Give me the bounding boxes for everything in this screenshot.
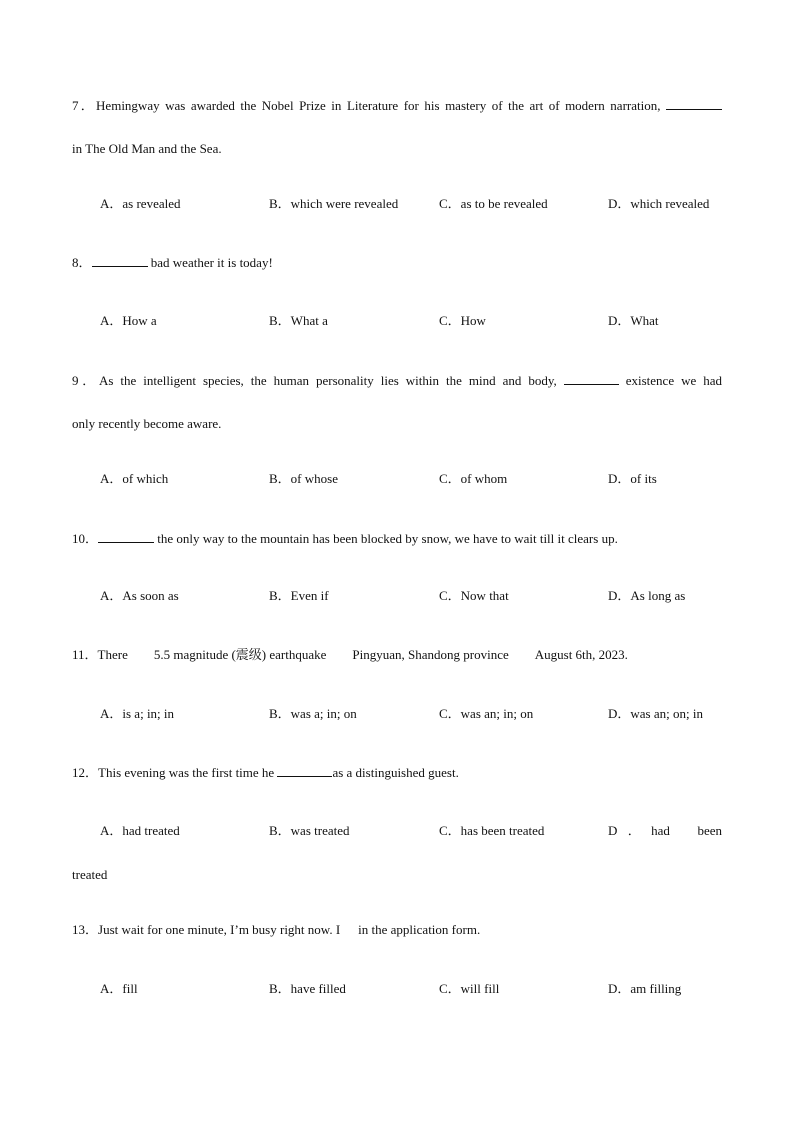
answer-blank	[564, 372, 619, 385]
answer-blank	[666, 97, 722, 110]
question-number: 8．	[72, 255, 92, 270]
option-c[interactable]: C．Now that	[439, 588, 509, 603]
question-text-cont: Pingyuan, Shandong province	[352, 647, 509, 662]
option-a[interactable]: A．How a	[100, 313, 157, 328]
question-number: 7．	[72, 98, 97, 113]
question-13-stem	[72, 922, 480, 938]
option-d[interactable]: D．am filling	[608, 981, 682, 996]
option-a[interactable]: A．as revealed	[100, 196, 181, 211]
question-number: 13．	[72, 922, 99, 937]
answer-blank	[98, 530, 154, 543]
answer-blank	[277, 764, 332, 777]
option-c[interactable]: C．as to be revealed	[439, 196, 548, 211]
question-text: As the intelligent species, the human personality lies within the mind and body,	[98, 373, 564, 388]
option-b[interactable]: B．Even if	[269, 588, 329, 603]
option-d[interactable]: D．had been	[608, 823, 722, 838]
option-c[interactable]: C．was an; in; on	[439, 706, 534, 721]
question-text: Hemingway was awarded the Nobel Prize in Literature for his mastery of the art of modern narration,	[96, 98, 666, 113]
option-b[interactable]: B．was treated	[269, 823, 350, 838]
option-a[interactable]: A．fill	[100, 981, 138, 996]
question-10-stem	[72, 530, 618, 547]
option-c[interactable]: C．will fill	[439, 981, 500, 996]
question-text: bad weather it is today!	[147, 255, 273, 270]
question-12-stem	[72, 764, 459, 781]
question-number: 10．	[72, 531, 99, 546]
option-d[interactable]: D．of its	[608, 471, 657, 486]
option-d-wrap: treated	[72, 867, 108, 882]
option-d[interactable]: D．was an; on; in	[608, 706, 703, 721]
option-a[interactable]: A．had treated	[100, 823, 180, 838]
question-7-stem-line2: in The Old Man and the Sea.	[72, 141, 222, 156]
option-b[interactable]: B．of whose	[269, 471, 338, 486]
question-number: 12．	[72, 765, 99, 780]
question-11-stem	[72, 647, 628, 663]
option-a[interactable]: A．of which	[100, 471, 169, 486]
option-d[interactable]: D．which revealed	[608, 196, 710, 211]
question-number: 9．	[72, 373, 99, 388]
question-8-stem	[72, 254, 273, 271]
option-c[interactable]: C．How	[439, 313, 486, 328]
question-number: 11．	[72, 647, 98, 662]
option-a[interactable]: A．is a; in; in	[100, 706, 175, 721]
option-b[interactable]: B．What a	[269, 313, 328, 328]
option-c[interactable]: C．has been treated	[439, 823, 545, 838]
question-9-stem-line1	[72, 372, 722, 389]
option-b[interactable]: B．have filled	[269, 981, 346, 996]
question-text: There	[97, 647, 128, 662]
option-d[interactable]: D．As long as	[608, 588, 686, 603]
question-9-stem-line2: only recently become aware.	[72, 416, 222, 431]
question-text-cont: existence we had	[618, 373, 722, 388]
answer-blank	[92, 254, 148, 267]
option-b[interactable]: B．which were revealed	[269, 196, 399, 211]
question-text: This evening was the first time he	[98, 765, 278, 780]
option-b[interactable]: B．was a; in; on	[269, 706, 357, 721]
question-text-cont: in the application form.	[358, 922, 481, 937]
question-7-stem-line1	[72, 97, 722, 114]
question-text-cont: 5.5 magnitude (震级) earthquake	[153, 647, 327, 662]
question-text: the only way to the mountain has been blocked by snow, we have to wait till it clears up.	[154, 531, 618, 546]
option-a[interactable]: A．As soon as	[100, 588, 179, 603]
option-c[interactable]: C．of whom	[439, 471, 508, 486]
question-text-cont: as a distinguished guest.	[332, 765, 459, 780]
question-text: Just wait for one minute, I’m busy right now. I	[98, 922, 341, 937]
question-text-cont: August 6th, 2023.	[534, 647, 628, 662]
option-d[interactable]: D．What	[608, 313, 659, 328]
